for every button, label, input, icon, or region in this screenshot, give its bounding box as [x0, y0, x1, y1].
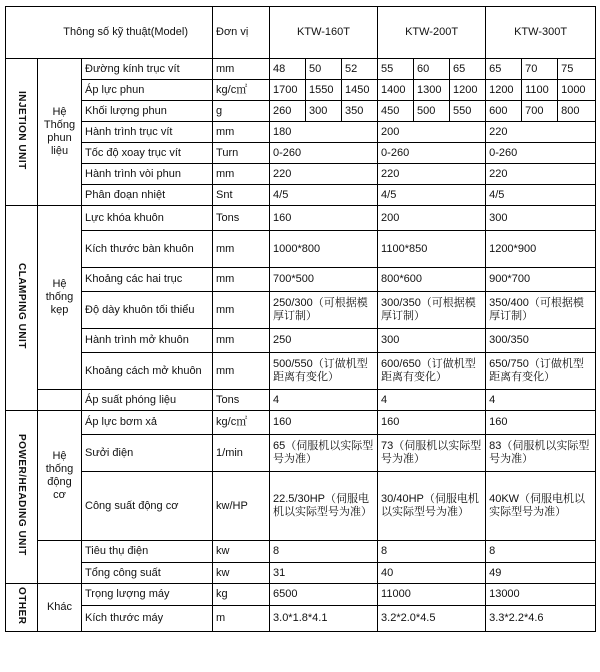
value-cell-model-2-2: 1300 [414, 80, 450, 101]
unit-cell: g [213, 101, 270, 122]
unit-cell: mm [213, 231, 270, 268]
value-cell-model-1: 0-260 [270, 143, 378, 164]
unit-cell: 1/min [213, 435, 270, 472]
value-cell-model-1: 8 [270, 541, 378, 563]
value-cell-model-3-1: 1200 [486, 80, 522, 101]
unit-cell: mm [213, 122, 270, 143]
value-cell-model-1-2: 300 [306, 101, 342, 122]
value-cell-model-3: 3.3*2.2*4.6 [486, 606, 596, 632]
value-cell-model-1-2: 1550 [306, 80, 342, 101]
table-row [6, 472, 596, 541]
value-cell-model-3-3: 75 [558, 59, 596, 80]
value-cell-model-1: 65（伺服机以实际型号为准） [270, 435, 378, 472]
value-cell-model-3: 350/400（可根据模厚订制） [486, 292, 596, 329]
value-cell-model-2: 300/350（可根据模厚订制） [378, 292, 486, 329]
unit-cell: kw/HP [213, 472, 270, 541]
value-cell-model-1: 31 [270, 563, 378, 584]
table-row [6, 541, 596, 563]
parameter-name: Đường kính trục vít [82, 59, 213, 80]
parameter-name: Công suất động cơ [82, 472, 213, 541]
value-cell-model-1-1: 260 [270, 101, 306, 122]
value-cell-model-2-3: 65 [450, 59, 486, 80]
unit-cell: mm [213, 164, 270, 185]
value-cell-model-2: 73（伺服机以实际型号为准） [378, 435, 486, 472]
section-title: CLAMPING UNIT [16, 263, 27, 349]
model-header-1: KTW-160T [270, 7, 378, 59]
table-row [6, 164, 596, 185]
value-cell-model-2: 40 [378, 563, 486, 584]
value-cell-model-2: 0-260 [378, 143, 486, 164]
subgroup-label [38, 541, 82, 584]
subgroup-label: Khác [38, 584, 82, 632]
table-row [6, 122, 596, 143]
value-cell-model-1-1: 1700 [270, 80, 306, 101]
table-row [6, 353, 596, 390]
value-cell-model-2: 200 [378, 206, 486, 231]
value-cell-model-2: 300 [378, 329, 486, 353]
value-cell-model-1: 220 [270, 164, 378, 185]
table-row [6, 435, 596, 472]
parameter-name: Áp lực bơm xả [82, 411, 213, 435]
value-cell-model-3-2: 70 [522, 59, 558, 80]
subgroup-label: Hệ thống động cơ [38, 411, 82, 541]
unit-cell: kg/c㎡ [213, 80, 270, 101]
spec-table [5, 6, 596, 632]
value-cell-model-3-1: 65 [486, 59, 522, 80]
value-cell-model-2-1: 450 [378, 101, 414, 122]
table-row [6, 101, 596, 122]
unit-cell: mm [213, 268, 270, 292]
section-label [6, 206, 38, 411]
table-row [6, 185, 596, 206]
value-cell-model-3: 650/750（订做机型距离有变化） [486, 353, 596, 390]
value-cell-model-3: 0-260 [486, 143, 596, 164]
unit-cell: mm [213, 292, 270, 329]
value-cell-model-3-2: 1100 [522, 80, 558, 101]
table-row [6, 606, 596, 632]
parameter-name: Hành trình trục vít [82, 122, 213, 143]
value-cell-model-3: 300 [486, 206, 596, 231]
table-row [6, 143, 596, 164]
parameter-name: Tốc độ xoay trục vít [82, 143, 213, 164]
table-row [6, 563, 596, 584]
value-cell-model-1: 160 [270, 206, 378, 231]
value-cell-model-2: 1100*850 [378, 231, 486, 268]
value-cell-model-2-2: 500 [414, 101, 450, 122]
spec-table-body [6, 7, 596, 632]
value-cell-model-1: 180 [270, 122, 378, 143]
value-cell-model-1: 22.5/30HP（伺服电机以实际型号为准） [270, 472, 378, 541]
parameter-name: Kích thước bàn khuôn [82, 231, 213, 268]
value-cell-model-1: 700*500 [270, 268, 378, 292]
value-cell-model-1-2: 50 [306, 59, 342, 80]
unit-cell: kw [213, 563, 270, 584]
unit-cell: mm [213, 329, 270, 353]
value-cell-model-2: 600/650（订做机型距离有变化） [378, 353, 486, 390]
value-cell-model-2: 200 [378, 122, 486, 143]
value-cell-model-3-3: 1000 [558, 80, 596, 101]
unit-cell: kw [213, 541, 270, 563]
value-cell-model-2: 160 [378, 411, 486, 435]
parameter-name: Tổng công suất [82, 563, 213, 584]
unit-cell: Turn [213, 143, 270, 164]
unit-cell: mm [213, 59, 270, 80]
value-cell-model-3: 220 [486, 164, 596, 185]
value-cell-model-3: 49 [486, 563, 596, 584]
parameter-name: Khối lượng phun [82, 101, 213, 122]
parameter-name: Độ dày khuôn tối thiểu [82, 292, 213, 329]
value-cell-model-1: 6500 [270, 584, 378, 606]
subgroup-label: Hệ thống kẹp [38, 206, 82, 390]
table-row [6, 329, 596, 353]
parameter-name: Sưởi điện [82, 435, 213, 472]
subgroup-label: Hệ Thống phun liệu [38, 59, 82, 206]
value-cell-model-1: 1000*800 [270, 231, 378, 268]
value-cell-model-2: 3.2*2.0*4.5 [378, 606, 486, 632]
model-header-2: KTW-200T [378, 7, 486, 59]
table-row [6, 231, 596, 268]
value-cell-model-3-3: 800 [558, 101, 596, 122]
value-cell-model-3-1: 600 [486, 101, 522, 122]
value-cell-model-2: 30/40HP（伺服电机以实际型号为准） [378, 472, 486, 541]
unit-cell: m [213, 606, 270, 632]
value-cell-model-1: 4/5 [270, 185, 378, 206]
parameter-name: Hành trình mở khuôn [82, 329, 213, 353]
value-cell-model-3-2: 700 [522, 101, 558, 122]
value-cell-model-3: 220 [486, 122, 596, 143]
value-cell-model-2: 220 [378, 164, 486, 185]
parameter-name: Phân đoạn nhiệt [82, 185, 213, 206]
unit-cell: kg [213, 584, 270, 606]
parameter-name: Khoảng các hai trục [82, 268, 213, 292]
parameter-name: Kích thước máy [82, 606, 213, 632]
parameter-name: Khoảng cách mở khuôn [82, 353, 213, 390]
model-header-3: KTW-300T [486, 7, 596, 59]
unit-header: Đơn vị [213, 7, 270, 59]
value-cell-model-3: 1200*900 [486, 231, 596, 268]
subgroup-label [38, 390, 82, 411]
value-cell-model-1: 3.0*1.8*4.1 [270, 606, 378, 632]
value-cell-model-3: 8 [486, 541, 596, 563]
value-cell-model-3: 40KW（伺服电机以实际型号为准） [486, 472, 596, 541]
parameter-name: Lực khóa khuôn [82, 206, 213, 231]
value-cell-model-2: 4/5 [378, 185, 486, 206]
table-row [6, 584, 596, 606]
value-cell-model-1-3: 350 [342, 101, 378, 122]
unit-cell: Snt [213, 185, 270, 206]
value-cell-model-2-1: 55 [378, 59, 414, 80]
value-cell-model-3: 900*700 [486, 268, 596, 292]
section-title: INJETION UNIT [16, 90, 27, 170]
spec-header: Thông số kỹ thuật(Model) [6, 7, 213, 59]
value-cell-model-2: 800*600 [378, 268, 486, 292]
section-title: OTHER [16, 586, 27, 625]
header-row [6, 7, 596, 59]
value-cell-model-3: 4 [486, 390, 596, 411]
value-cell-model-2: 8 [378, 541, 486, 563]
value-cell-model-2-3: 1200 [450, 80, 486, 101]
section-label [6, 584, 38, 632]
value-cell-model-2-3: 550 [450, 101, 486, 122]
parameter-name: Hành trình vòi phun [82, 164, 213, 185]
spec-sheet [5, 6, 595, 666]
value-cell-model-3: 13000 [486, 584, 596, 606]
unit-cell: Tons [213, 206, 270, 231]
value-cell-model-1-1: 48 [270, 59, 306, 80]
value-cell-model-1: 500/550（订做机型距离有变化） [270, 353, 378, 390]
value-cell-model-3: 4/5 [486, 185, 596, 206]
section-title: POWER/HEADING UNIT [16, 434, 27, 556]
value-cell-model-3: 83（伺服机以实际型号为准） [486, 435, 596, 472]
unit-cell: kg/c㎡ [213, 411, 270, 435]
table-row [6, 390, 596, 411]
table-row [6, 411, 596, 435]
parameter-name: Trọng lượng máy [82, 584, 213, 606]
value-cell-model-1-3: 1450 [342, 80, 378, 101]
unit-cell: mm [213, 353, 270, 390]
table-row [6, 80, 596, 101]
parameter-name: Áp lực phun [82, 80, 213, 101]
value-cell-model-2-1: 1400 [378, 80, 414, 101]
value-cell-model-1: 250 [270, 329, 378, 353]
value-cell-model-1: 4 [270, 390, 378, 411]
table-row [6, 292, 596, 329]
table-row [6, 268, 596, 292]
value-cell-model-1-3: 52 [342, 59, 378, 80]
value-cell-model-1: 250/300（可根据模厚订制） [270, 292, 378, 329]
section-label [6, 411, 38, 584]
value-cell-model-2: 4 [378, 390, 486, 411]
table-row [6, 206, 596, 231]
parameter-name: Tiêu thụ điện [82, 541, 213, 563]
value-cell-model-3: 160 [486, 411, 596, 435]
parameter-name: Áp suất phóng liệu [82, 390, 213, 411]
value-cell-model-2-2: 60 [414, 59, 450, 80]
table-row [6, 59, 596, 80]
value-cell-model-2: 11000 [378, 584, 486, 606]
value-cell-model-1: 160 [270, 411, 378, 435]
value-cell-model-3: 300/350 [486, 329, 596, 353]
section-label [6, 59, 38, 206]
unit-cell: Tons [213, 390, 270, 411]
